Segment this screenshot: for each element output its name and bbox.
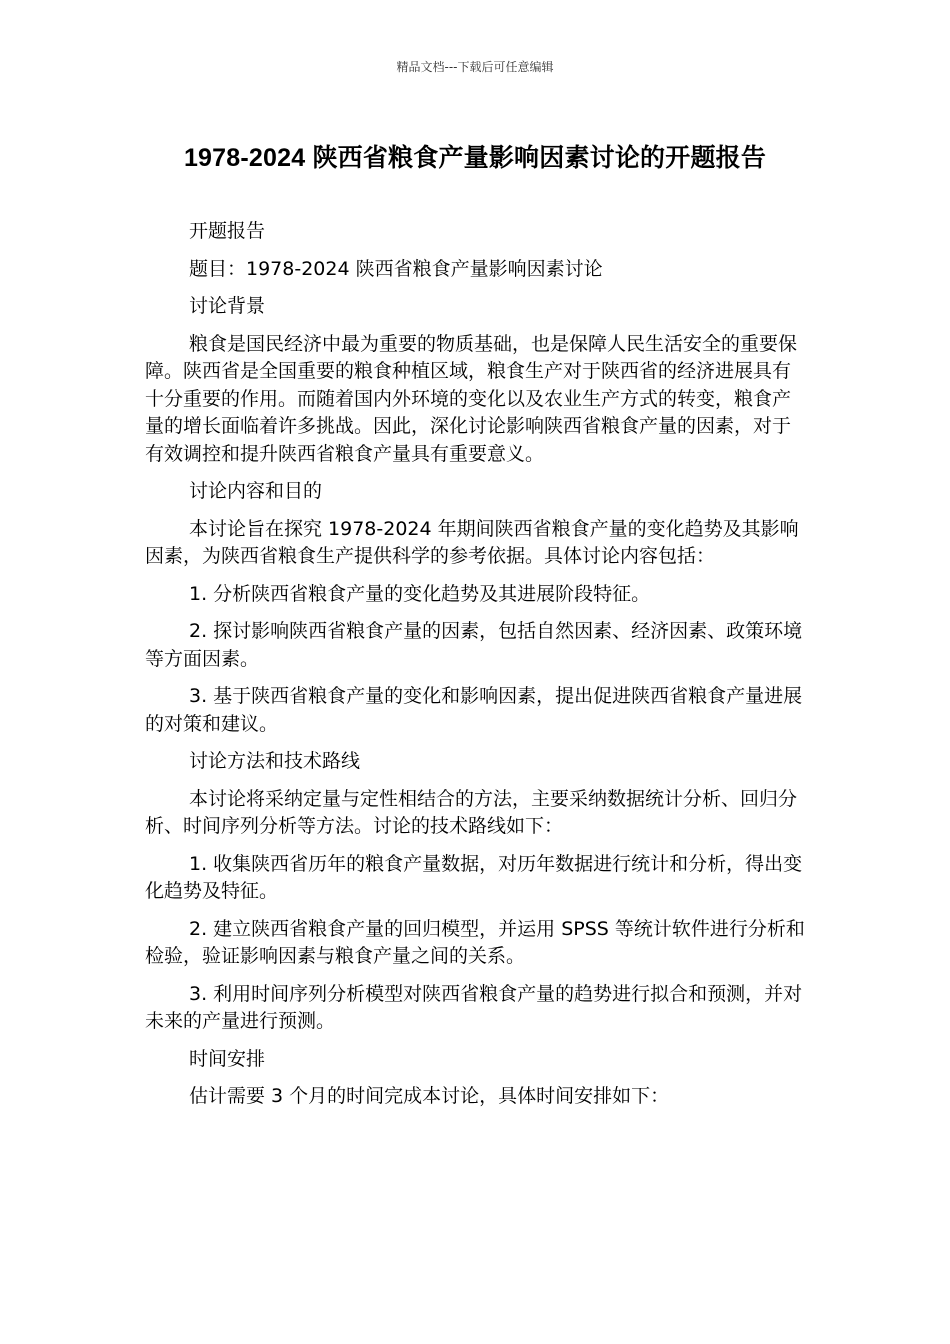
document-body — [145, 218, 805, 1121]
list-item-content-1: 1. 分析陕西省粮食产量的变化趋势及其进展阶段特征。 — [189, 582, 651, 605]
paragraph-heading-report: 开题报告 — [189, 220, 266, 242]
list-item-method-1: 1. 收集陕西省历年的粮食产量数据，对历年数据进行统计和分析，得出变化趋势及特征。 — [145, 852, 803, 902]
list-item-content-2: 2. 探讨影响陕西省粮食产量的因素，包括自然因素、经济因素、政策环境等方面因素。 — [145, 620, 803, 670]
paragraph-schedule: 估计需要 3 个月的时间完成本讨论，具体时间安排如下： — [189, 1085, 670, 1107]
section-heading-methods: 讨论方法和技术路线 — [189, 750, 361, 772]
list-item-method-3: 3. 利用时间序列分析模型对陕西省粮食产量的趋势进行拟合和预测，并对未来的产量进行预测。 — [145, 982, 803, 1032]
paragraph-background: 粮食是国民经济中最为重要的物质基础，也是保障人民生活安全的重要保障。陕西省是全国重要的粮食种植区域，粮食生产对于陕西省的经济进展具有十分重要的作用。而随着国内外环境的变化以及农业生产方式的转变，粮食产量的增长面临着许多挑战。因此，深化讨论影响陕西省粮食产量的因素，对于有效调控和提升陕西省粮食产量具有重要意义。 — [145, 332, 798, 465]
list-item-content-3: 3. 基于陕西省粮食产量的变化和影响因素，提出促进陕西省粮食产量进展的对策和建议。 — [145, 685, 803, 735]
list-item-method-2: 2. 建立陕西省粮食产量的回归模型，并运用 SPSS 等统计软件进行分析和检验，验证影响因素与粮食产量之间的关系。 — [145, 917, 805, 967]
paragraph-methods-intro: 本讨论将采纳定量与定性相结合的方法，主要采纳数据统计分析、回归分析、时间序列分析等方法。讨论的技术路线如下： — [145, 787, 798, 837]
section-heading-background: 讨论背景 — [189, 295, 266, 317]
section-heading-schedule: 时间安排 — [189, 1047, 266, 1070]
header-note: 精品文档---下载后可任意编辑 — [396, 60, 554, 74]
paragraph-topic: 题目：1978-2024 陕西省粮食产量影响因素讨论 — [189, 257, 603, 280]
document-title: 1978-2024 陕西省粮食产量影响因素讨论的开题报告 — [183, 144, 767, 172]
section-heading-content: 讨论内容和目的 — [189, 480, 323, 502]
paragraph-content-intro: 本讨论旨在探究 1978-2024 年期间陕西省粮食产量的变化趋势及其影响因素，为陕西省粮食生产提供科学的参考依据。具体讨论内容包括： — [145, 517, 799, 567]
